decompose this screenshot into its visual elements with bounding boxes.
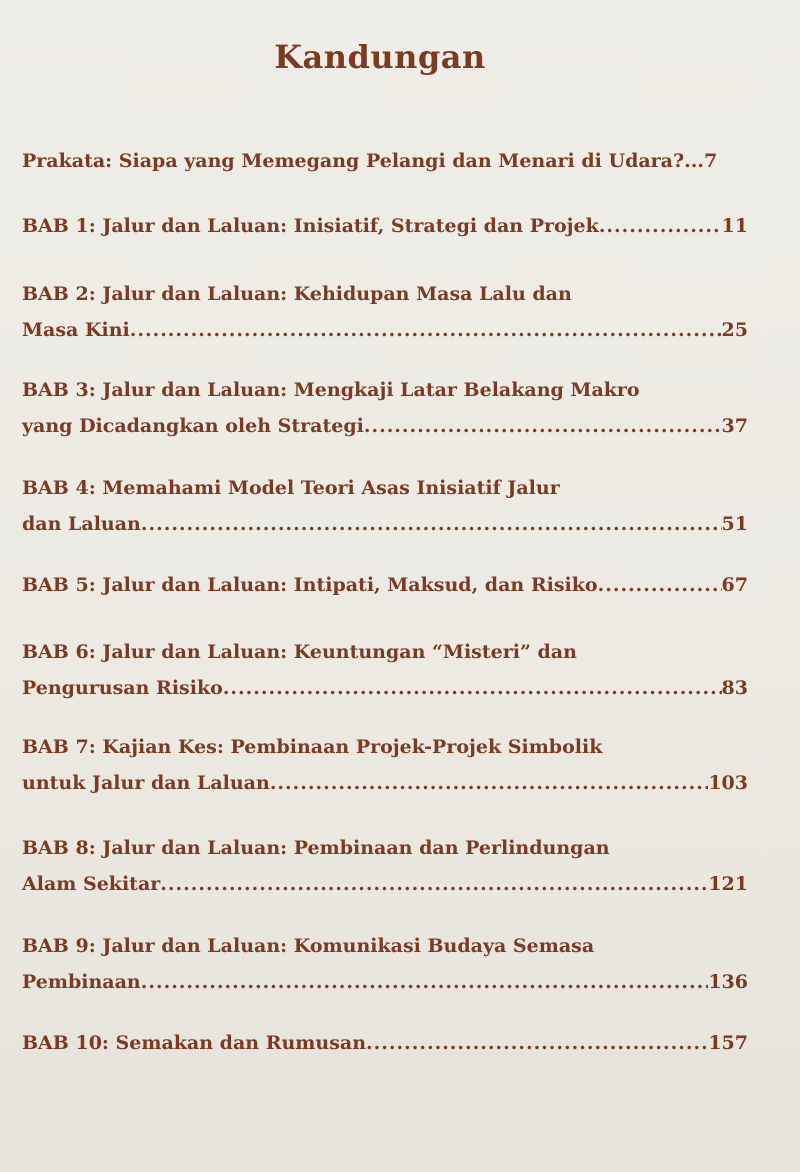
toc-entry-bab-8[interactable] <box>22 830 748 902</box>
toc-entry-text: BAB 4: Memahami Model Teori Asas Inisiatif Jalur <box>22 477 560 499</box>
toc-entry-bab-3[interactable] <box>22 372 748 444</box>
toc-entry-text: Prakata: Siapa yang Memegang Pelangi dan Menari di Udara?...7 <box>22 150 718 172</box>
toc-entry-bab-7[interactable] <box>22 729 748 801</box>
page-number: 83 <box>721 677 748 699</box>
toc-entry-text: Pembinaan <box>22 971 141 993</box>
toc-leader-line <box>22 670 748 706</box>
toc-leader-line <box>22 1025 748 1061</box>
toc-entry-text: BAB 1: Jalur dan Laluan: Inisiatif, Strategi dan Projek <box>22 215 599 237</box>
toc-leader-line <box>22 408 748 444</box>
page-number: 37 <box>721 415 748 437</box>
page-number: 136 <box>708 971 748 993</box>
toc-entry-bab-4[interactable] <box>22 470 748 542</box>
toc-entry-text: Masa Kini <box>22 319 130 341</box>
page-title: Kandungan <box>274 38 486 76</box>
toc-leader-line <box>22 567 748 603</box>
dot-leader <box>366 1025 708 1061</box>
toc-entry-text: Pengurusan Risiko <box>22 677 223 699</box>
page-number: 67 <box>721 574 748 596</box>
toc-entry-bab-6[interactable] <box>22 634 748 706</box>
toc-entry-bab-10[interactable] <box>22 1025 748 1061</box>
toc-leader-line <box>22 506 748 542</box>
toc-entry-text: Alam Sekitar <box>22 873 161 895</box>
dot-leader <box>599 208 722 244</box>
toc-entry-text: BAB 8: Jalur dan Laluan: Pembinaan dan Perlindungan <box>22 837 610 859</box>
page-number: 51 <box>721 513 748 535</box>
dot-leader <box>223 670 722 706</box>
page-number: 157 <box>708 1032 748 1054</box>
toc-leader-line <box>22 866 748 902</box>
dot-leader <box>598 567 722 603</box>
dot-leader <box>364 408 722 444</box>
page-number: 103 <box>708 772 748 794</box>
toc-entry-text: BAB 2: Jalur dan Laluan: Kehidupan Masa Lalu dan <box>22 283 572 305</box>
toc-entry-prakata[interactable] <box>22 143 748 179</box>
toc-entry-text: BAB 7: Kajian Kes: Pembinaan Projek-Projek Simbolik <box>22 736 603 758</box>
toc-entry-bab-2[interactable] <box>22 276 748 348</box>
toc-entry-text: untuk Jalur dan Laluan <box>22 772 270 794</box>
dot-leader <box>160 866 708 902</box>
toc-entry-text: yang Dicadangkan oleh Strategi <box>22 415 364 437</box>
toc-entry-text: BAB 5: Jalur dan Laluan: Intipati, Maksud, dan Risiko <box>22 574 598 596</box>
toc-entry-bab-5[interactable] <box>22 567 748 603</box>
toc-leader-line <box>22 312 748 348</box>
toc-entry-text: BAB 6: Jalur dan Laluan: Keuntungan “Misteri” dan <box>22 641 577 663</box>
page-number: 121 <box>708 873 748 895</box>
dot-leader <box>141 506 722 542</box>
toc-entry-text: BAB 3: Jalur dan Laluan: Mengkaji Latar Belakang Makro <box>22 379 640 401</box>
toc-leader-line <box>22 765 748 801</box>
page-number: 25 <box>721 319 748 341</box>
dot-leader <box>141 964 709 1000</box>
toc-leader-line <box>22 208 748 244</box>
toc-entry-text: dan Laluan <box>22 513 141 535</box>
page-number: 11 <box>721 215 748 237</box>
toc-entry-bab-1[interactable] <box>22 208 748 244</box>
toc-leader-line <box>22 964 748 1000</box>
toc-entry-text: BAB 9: Jalur dan Laluan: Komunikasi Budaya Semasa <box>22 935 595 957</box>
dot-leader <box>270 765 709 801</box>
toc-entry-bab-9[interactable] <box>22 928 748 1000</box>
toc-entry-text: BAB 10: Semakan dan Rumusan <box>22 1032 367 1054</box>
dot-leader <box>130 312 722 348</box>
